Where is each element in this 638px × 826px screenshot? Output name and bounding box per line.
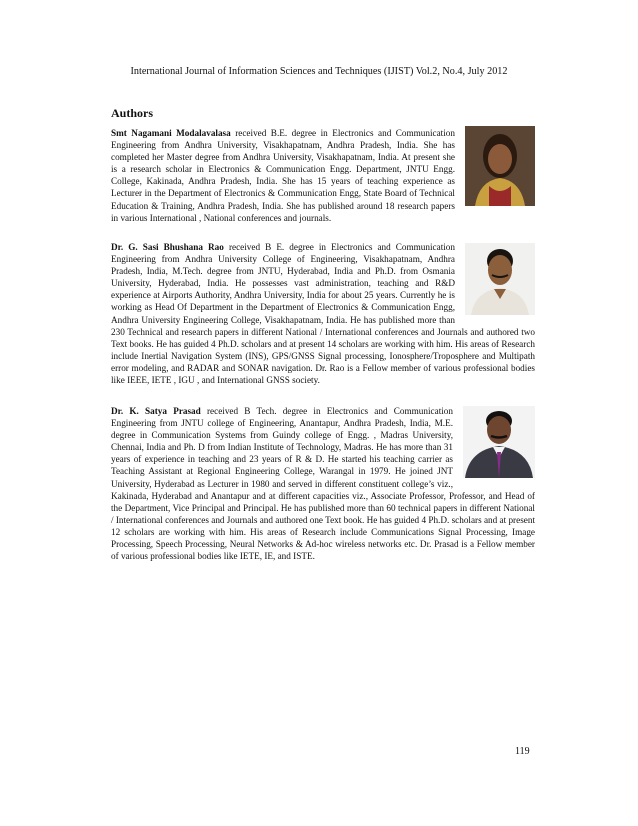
author-photo-man-icon — [465, 243, 535, 315]
author-name-3: Dr. K. Satya Prasad — [111, 406, 201, 416]
section-title: Authors — [111, 106, 154, 120]
author-photo-woman — [465, 126, 535, 206]
author-photo-woman-icon — [465, 126, 535, 206]
author-name-2: Dr. G. Sasi Bhushana Rao — [111, 242, 224, 252]
author-bio-1 — [111, 127, 535, 224]
author-bio-3 — [111, 405, 535, 562]
page-number: 119 — [515, 746, 530, 757]
author-bio-2 — [111, 241, 535, 386]
author-bio-text-2: received B E. degree in Electronics and Communication Engineering from Andhra University College of Engineering, Visakhapatnam, Andhra Pradesh, India, M.Tech. degree from JNTU, Hyderabad, India and Ph.D. from Osmania University, Hyderabad, India. He possesses vast administration, teaching and R&D experience at Airports Authority, Andhra University, India for about 25 years. Currently he is working as Head Of Department in the Department of Electronics & Communication Engg, Andhra University Engineering College, Visakhapatnam, India. He has published more than 230 Technical and research papers in different National / International conferences and Journals and authored two Text books. He has guided 4 Ph.D. scholars and at present 14 scholars are working with him. His areas of Research include Inertial Navigation System (INS), GPS/GNSS Signal processing, Ionosphere/Troposphere and Multipath error modeling, and RADAR and SONAR navigation. Dr. Rao is a Fellow member of various professional bodies like IEEE, IETE , IGU , and International GNSS society. — [111, 242, 535, 386]
journal-header: International Journal of Information Sciences and Techniques (IJIST) Vol.2, No.4, July 2012 — [130, 66, 508, 77]
author-bio-text-3: received B Tech. degree in Electronics and Communication Engineering from JNTU college of Engineering, Anantapur, Andhra Pradesh, India, M.E. degree in Communication Systems from Guindy college of Engg. , Madras University, Chennai, India and Ph. D from Indian Institute of Technology, Madras. He has more than 31 years of experience in teaching and 23 years of R & D. He started his teaching carrier as Teaching Assistant at Regional Engineering College, Warangal in 1979. He joined JNT University, Hyderabad as Lecturer in 1980 and served in different constituent college’s viz., Kakinada, Hyderabad and Anantapur and at different capacities viz., Associate Professor, Professor, and Head of the Department, Vice Principal and Principal. He has published more than 60 technical papers in different National / International conferences and Journals and authored one Text book. He has guided 4 Ph.D. scholars and at present 12 scholars are working with him. His areas of Research include Communications Signal Processing, Image Processing, Speech Processing, Neural Networks & Ad-hoc wireless networks etc. Dr. Prasad is a Fellow member of various professional bodies like IETE, IE, and ISTE. — [111, 406, 535, 562]
author-name-1: Smt Nagamani Modalavalasa — [111, 128, 231, 138]
author-bio-text-1: received B.E. degree in Electronics and Communication Engineering from Andhra University, Visakhapatnam, Andhra Pradesh, India. She has completed her Master degree from Andhra University, Visakhapatnam, India. At present she is a research scholar in Electronics & Communication Engg. Department, JNTU Engg. College, Kakinada, Andhra Pradesh, India. She has 15 years of teaching experience as Lecturer in the Department of Electronics & Communication Engg, State Board of Technical Education & Training, Andhra Pradesh, India. She has published around 18 research papers in various International , National conferences and journals. — [111, 128, 455, 223]
author-photo-man-suit-icon — [463, 406, 535, 478]
author-photo-man-suit — [463, 406, 535, 478]
author-photo-man — [465, 243, 535, 315]
